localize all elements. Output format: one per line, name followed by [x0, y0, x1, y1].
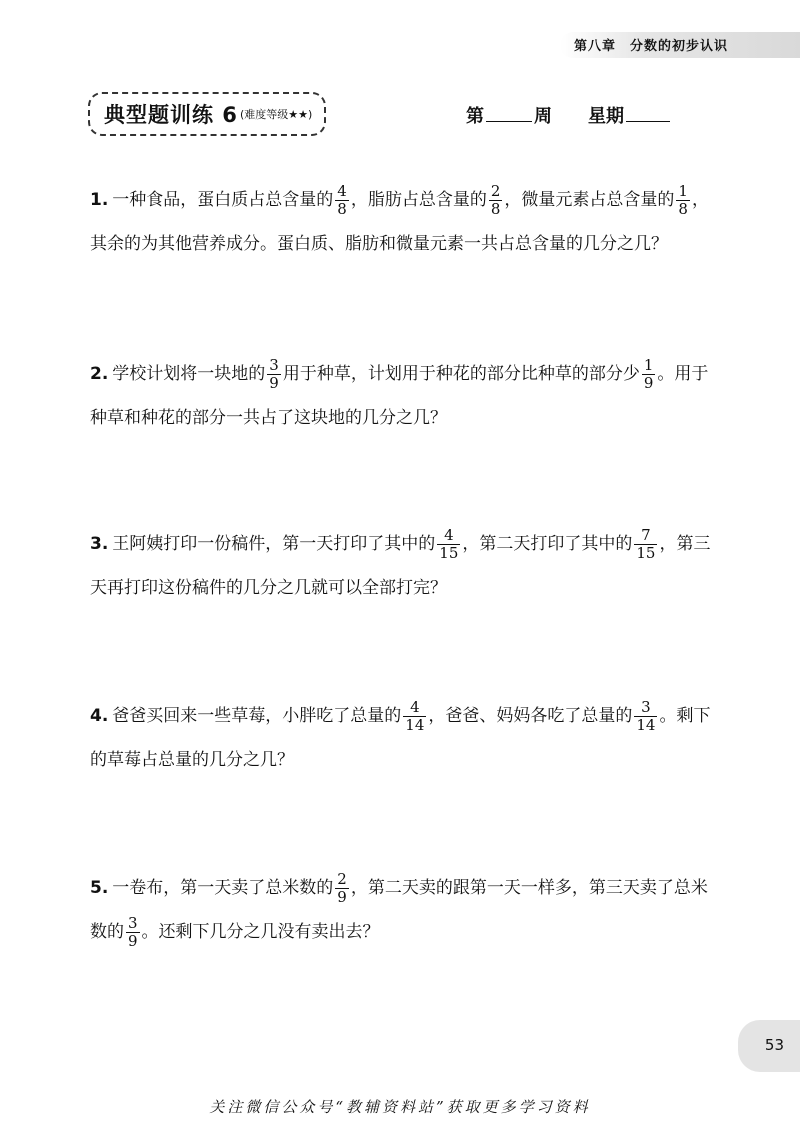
badge-title: 典型题训练 6	[104, 103, 238, 127]
problem-text: 爸爸买回来一些草莓，小胖吃了总量的	[112, 706, 402, 726]
difficulty-note: (难度等级★★)	[239, 108, 313, 121]
fraction: $\frac{2}{9}$	[337, 870, 347, 906]
problem-number: 3.	[90, 534, 109, 554]
problem-5	[90, 866, 720, 954]
fraction: $\frac{2}{8}$	[490, 182, 501, 218]
problem-2	[90, 352, 720, 440]
problem-text: 。剩下的草莓占总量的几分之几？	[90, 706, 711, 770]
chapter-title: 第八章 分数的初步认识	[573, 39, 728, 54]
fraction: $\frac{3}{14}$	[636, 698, 656, 734]
fraction: $\frac{1}{8}$	[678, 182, 688, 218]
problem-text: 。还剩下几分之几没有卖出去？	[141, 922, 380, 942]
exercise-badge	[88, 92, 326, 136]
problem-number: 4.	[90, 706, 109, 726]
problem-text: 学校计划将一块地的	[112, 364, 266, 384]
problem-text: ，其余的为其他营养成分。蛋白质、脂肪和微量元素一共占总含量的几分之几？	[90, 190, 709, 254]
problem-text: ，爸爸、妈妈各吃了总量的	[428, 706, 633, 726]
problem-text: ，第三天再打印这份稿件的几分之几就可以全部打完？	[90, 534, 711, 598]
fraction: $\frac{3}{9}$	[269, 356, 279, 392]
problem-text: 用于种草，计划用于种花的部分比种草的部分少	[282, 364, 640, 384]
fraction: $\frac{4}{14}$	[405, 698, 425, 734]
problem-number: 5.	[90, 878, 109, 898]
fraction: $\frac{1}{9}$	[643, 356, 654, 392]
week-blank[interactable]	[486, 103, 532, 122]
fraction: $\frac{3}{9}$	[128, 914, 138, 950]
problem-text: 。用于种草和种花的部分一共占了这块地的几分之几？	[90, 364, 709, 428]
week-label: 周	[534, 106, 552, 127]
footer-note: 关注微信公众号“教辅资料站”获取更多学习资料	[209, 1098, 591, 1116]
problem-text: ，第二天打印了其中的	[462, 534, 633, 554]
problem-text: 一种食品，蛋白质占总含量的	[112, 190, 334, 210]
problem-text: 一卷布，第一天卖了总米数的	[112, 878, 334, 898]
problem-text: ，第二天卖的跟第一天一样多，第三天卖了总米数的	[90, 878, 708, 942]
fraction: $\frac{7}{15}$	[636, 526, 656, 562]
fraction: $\frac{4}{8}$	[337, 182, 347, 218]
weekday-label: 星期	[588, 106, 624, 127]
weekday-blank[interactable]	[626, 103, 670, 122]
fraction: $\frac{4}{15}$	[439, 526, 459, 562]
date-prefix: 第	[466, 106, 484, 127]
problem-text: 王阿姨打印一份稿件，第一天打印了其中的	[112, 534, 436, 554]
problem-4	[90, 694, 720, 782]
problem-3	[90, 522, 720, 610]
date-line	[466, 102, 670, 128]
problem-text: ，微量元素占总含量的	[504, 190, 675, 210]
problem-number: 2.	[90, 364, 109, 384]
page-number: 53	[764, 1036, 784, 1054]
problem-text: ，脂肪占总含量的	[350, 190, 487, 210]
problem-1	[90, 178, 720, 266]
problem-number: 1.	[90, 190, 109, 210]
